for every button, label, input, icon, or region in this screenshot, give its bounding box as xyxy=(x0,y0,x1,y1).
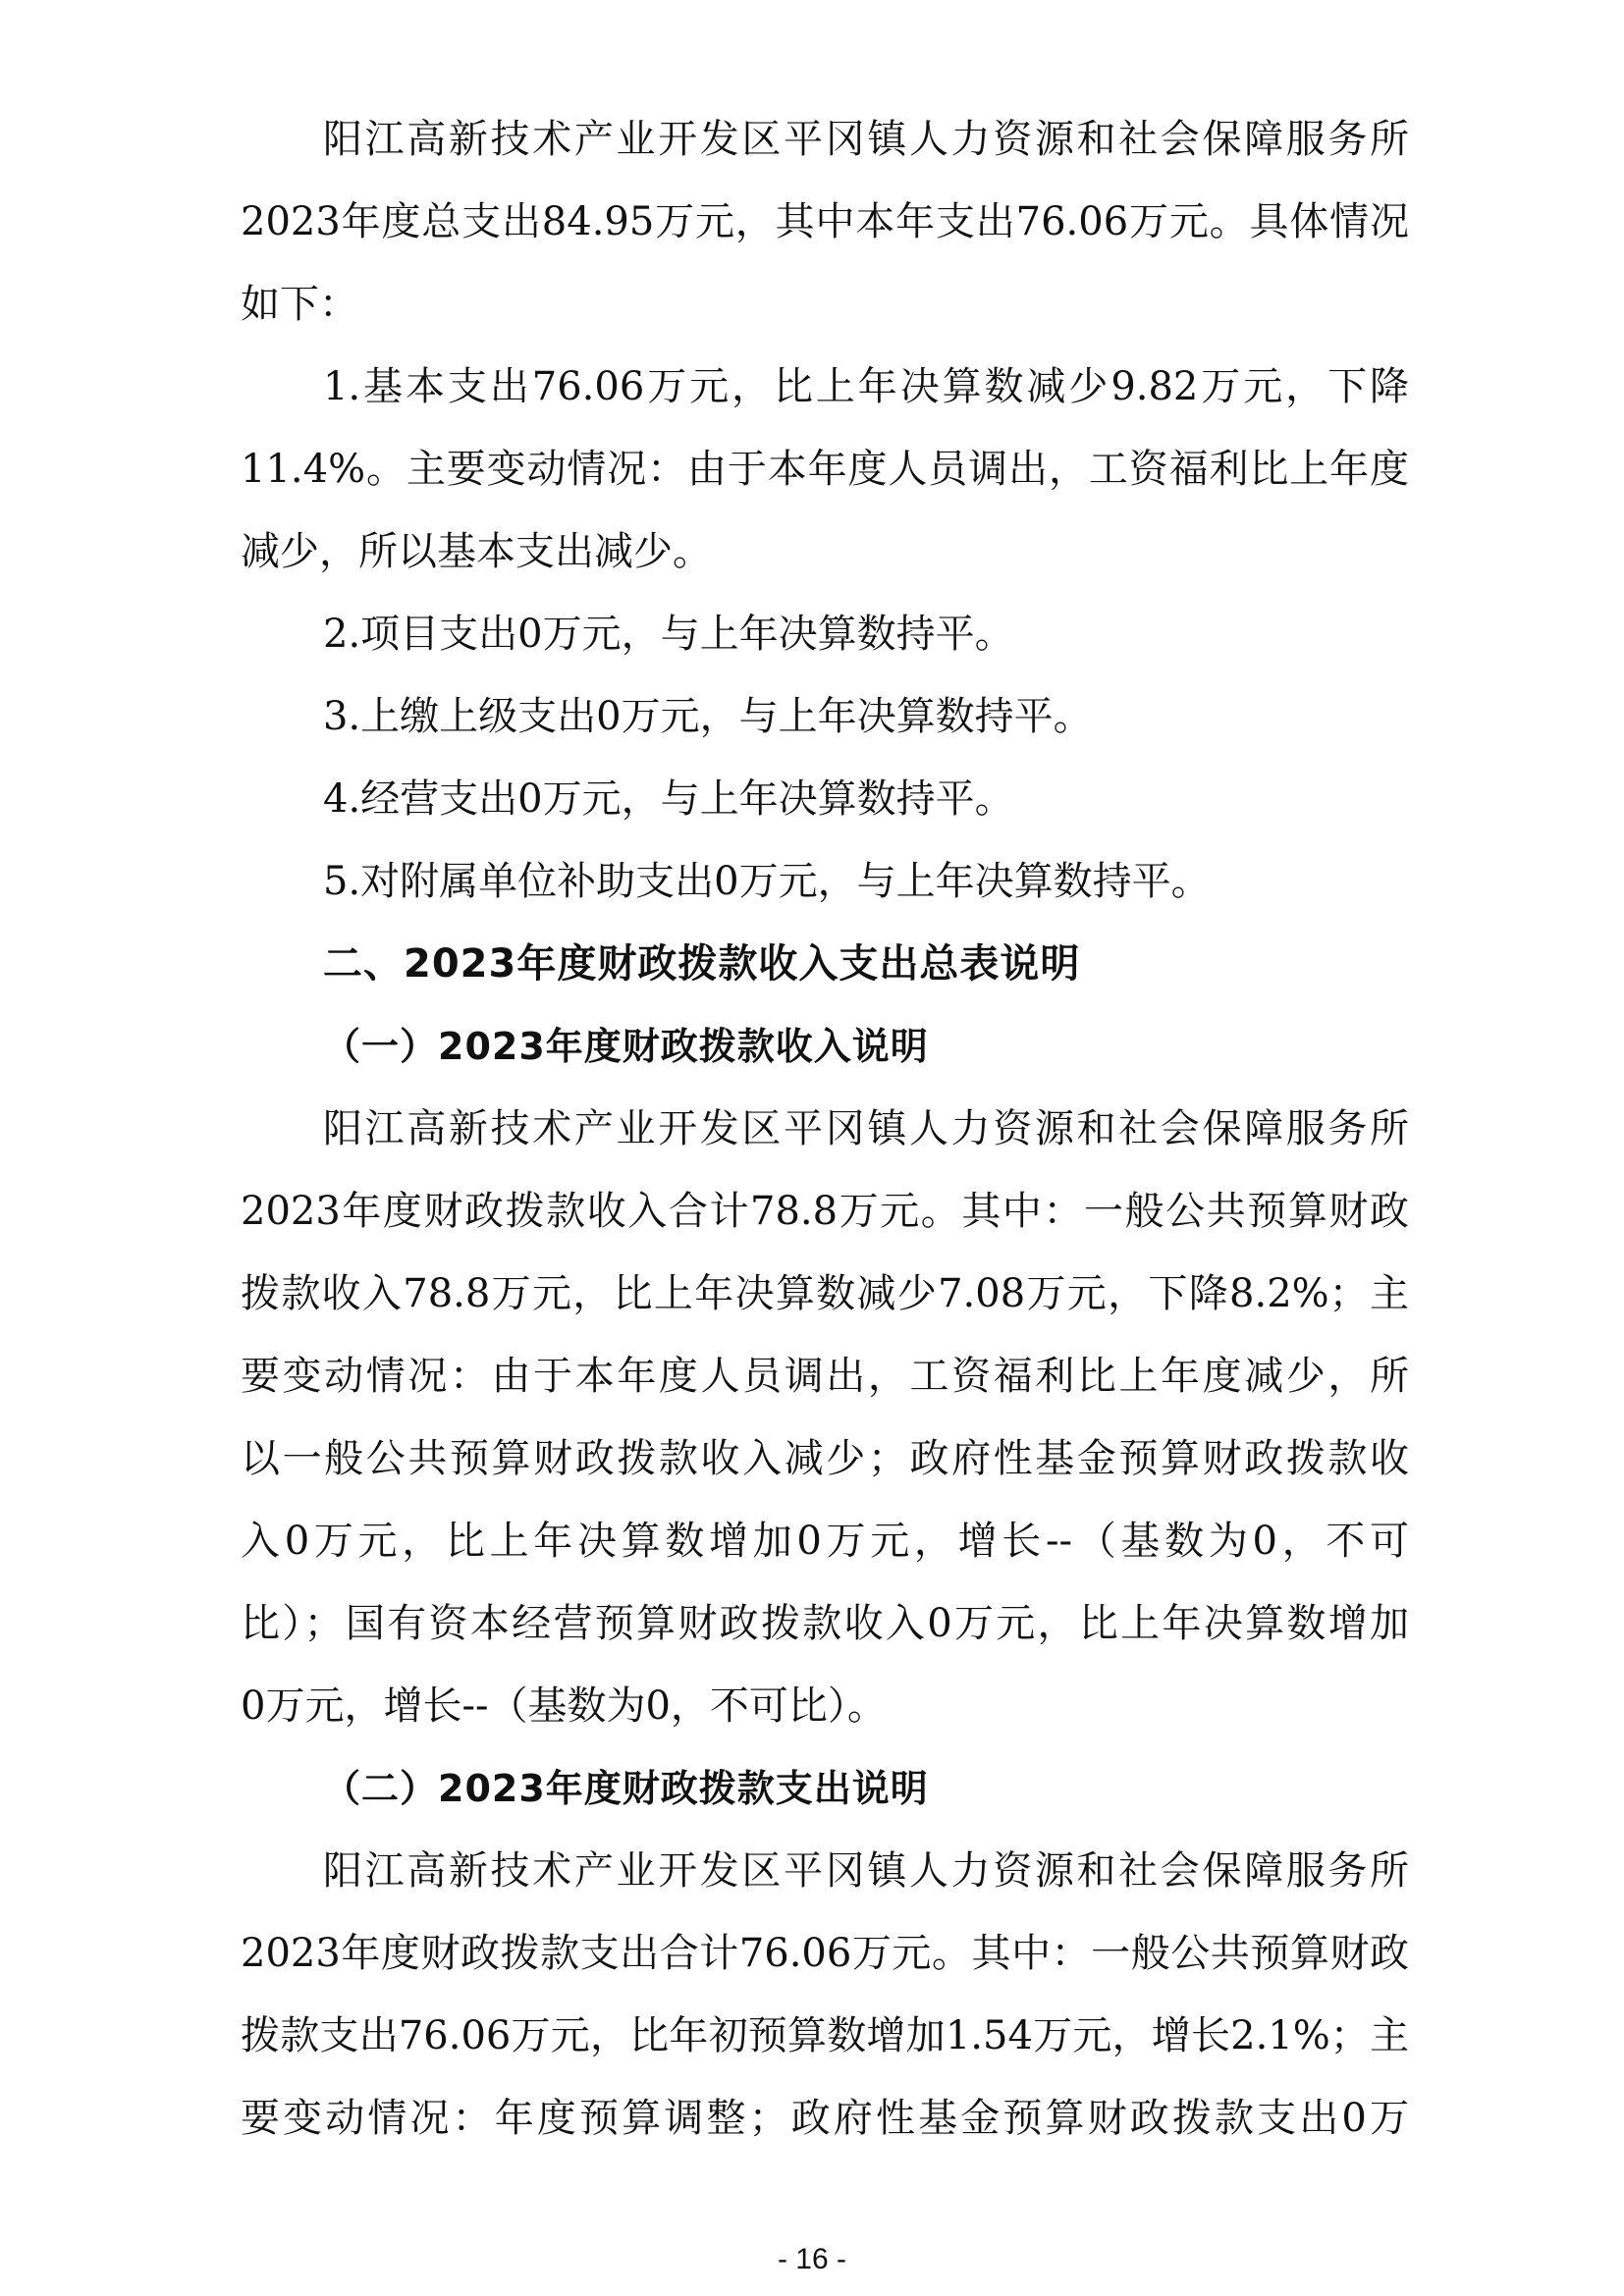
paragraph-line: 11.4%。主要变动情况：由于本年度人员调出，工资福利比上年度 xyxy=(241,447,1409,492)
paragraph-line: 阳江高新技术产业开发区平冈镇人力资源和社会保障服务所 xyxy=(323,1106,1409,1151)
paragraph-line: 入0万元，比上年决算数增加0万元，增长--（基数为0，不可 xyxy=(241,1519,1409,1564)
section-heading: 二、2023年度财政拨款收入支出总表说明 xyxy=(323,941,1081,987)
paragraph-line: 如下： xyxy=(241,282,358,327)
paragraph-line: 2023年度财政拨款收入合计78.8万元。其中：一般公共预算财政 xyxy=(241,1189,1409,1234)
paragraph-line: 2023年度财政拨款支出合计76.06万元。其中：一般公共预算财政 xyxy=(241,1931,1409,1976)
document-body xyxy=(241,98,1409,2160)
paragraph-line: 2023年度总支出84.95万元，其中本年支出76.06万元。具体情况 xyxy=(241,199,1409,244)
paragraph-line: 0万元，增长--（基数为0，不可比）。 xyxy=(241,1683,887,1729)
paragraph-line: 2.项目支出0万元，与上年决算数持平。 xyxy=(323,612,1014,657)
paragraph-line: 要变动情况：由于本年度人员调出，工资福利比上年度减少，所 xyxy=(241,1354,1409,1399)
paragraph-line: 拨款支出76.06万元，比年初预算数增加1.54万元，增长2.1%；主 xyxy=(241,2013,1409,2058)
subsection-heading: （一）2023年度财政拨款收入说明 xyxy=(323,1025,929,1068)
paragraph-line: 3.上缴上级支出0万元，与上年决算数持平。 xyxy=(323,694,1093,739)
paragraph-line: 减少，所以基本支出减少。 xyxy=(241,529,712,574)
subsection-heading: （二）2023年度财政拨款支出说明 xyxy=(323,1767,929,1810)
paragraph-line: 5.对附属单位补助支出0万元，与上年决算数持平。 xyxy=(323,859,1211,904)
paragraph-line: 阳江高新技术产业开发区平冈镇人力资源和社会保障服务所 xyxy=(323,117,1409,162)
paragraph-line: 1.基本支出76.06万元，比上年决算数减少9.82万元，下降 xyxy=(323,364,1409,409)
paragraph-line: 阳江高新技术产业开发区平冈镇人力资源和社会保障服务所 xyxy=(323,1848,1409,1894)
paragraph-line: 比）；国有资本经营预算财政拨款收入0万元，比上年决算数增加 xyxy=(241,1601,1409,1646)
paragraph-line: 拨款收入78.8万元，比上年决算数减少7.08万元，下降8.2%；主 xyxy=(241,1271,1409,1316)
paragraph-line: 要变动情况：年度预算调整；政府性基金预算财政拨款支出0万 xyxy=(241,2096,1409,2141)
page-number: - 16 - xyxy=(777,2243,847,2275)
paragraph-line: 以一般公共预算财政拨款收入减少；政府性基金预算财政拨款收 xyxy=(241,1436,1409,1481)
paragraph-line: 4.经营支出0万元，与上年决算数持平。 xyxy=(323,776,1014,822)
